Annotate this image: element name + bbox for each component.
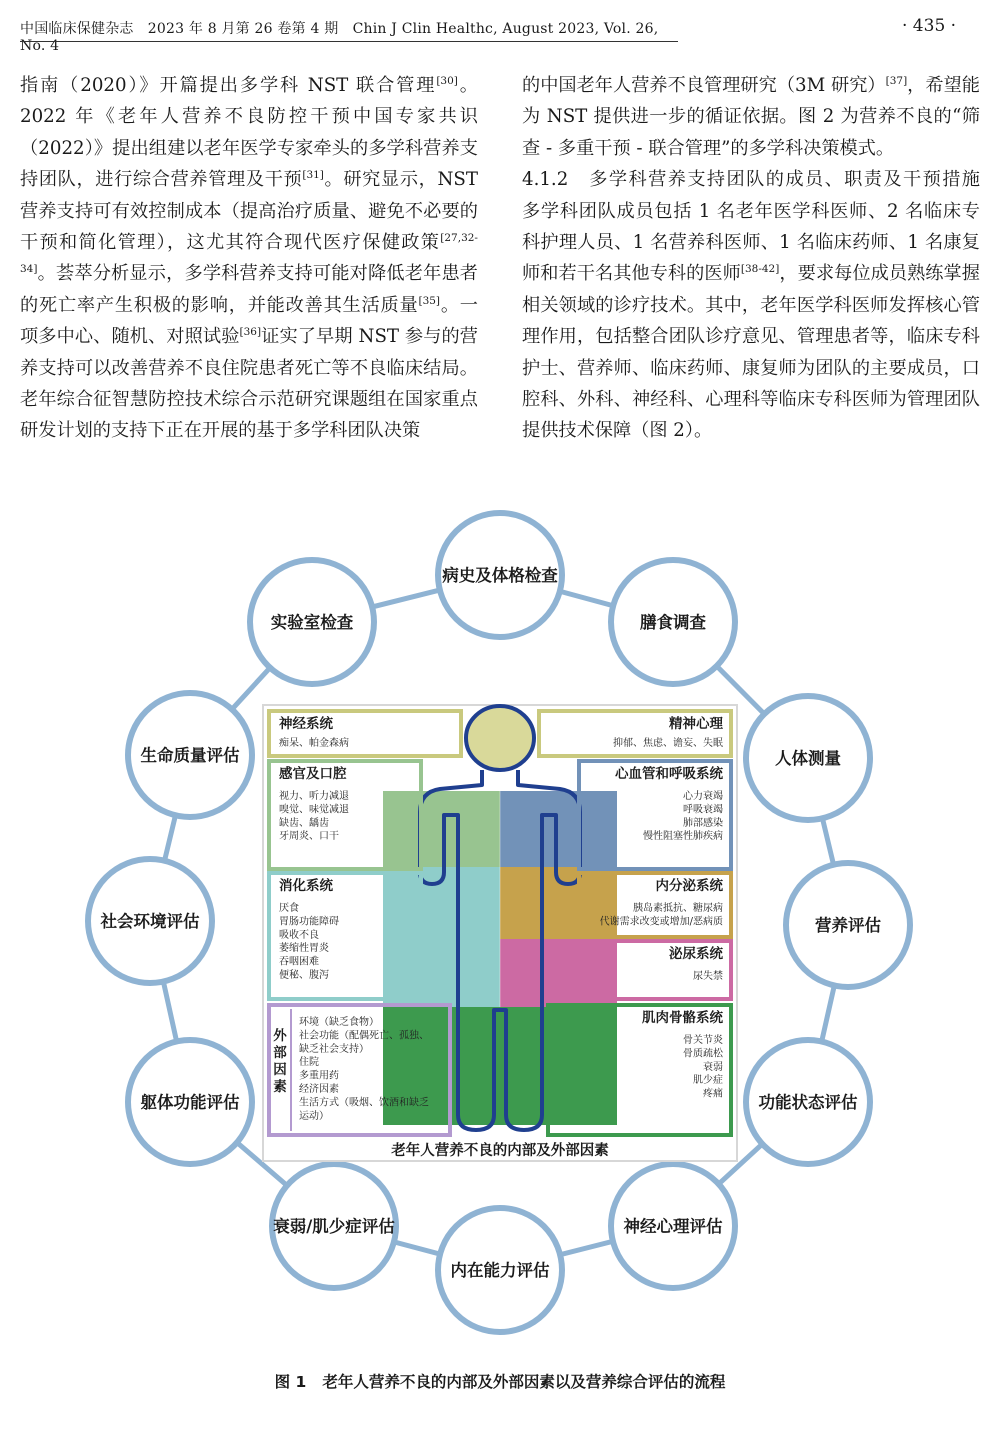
text-run: 4.1.2 多学科营养支持团队的成员、职责及干预措施 多学科团队成员包括 1 名老年医学科医师、2 名临床专科护理人员、1 名营养科医师、1 名临床药师、1 名康复师和若干名其他专科的医师 [522, 169, 999, 285]
factor-box-item: 胰岛素抵抗、糖尿病 [633, 903, 723, 914]
factor-box-item: 运动） [299, 1110, 329, 1122]
factor-box-title: 肌肉骨骼系统 [642, 1010, 723, 1026]
assessment-circle-label: 神经心理评估 [623, 1217, 723, 1236]
figure-diagram [0, 500, 1000, 1360]
citation-ref: [36] [239, 326, 262, 339]
paragraph [20, 70, 478, 447]
body-torso-right [500, 791, 617, 867]
text-run: ，希望能为 NST 提供进一步的循证依据。图 2 为营养不良的“筛查 - 多重干预 - 联合管理”的多学科决策模式。 [522, 75, 980, 159]
body-abdomen-left [383, 867, 500, 1007]
citation-ref: [37] [885, 74, 908, 87]
factor-box-item: 环境（缺乏食物） [299, 1017, 379, 1028]
factor-box-title: 内分泌系统 [655, 878, 723, 894]
factor-box-title: 精神心理 [669, 716, 723, 732]
figure-caption-text: 老年人营养不良的内部及外部因素以及营养综合评估的流程 [322, 1373, 726, 1391]
assessment-circle-label: 内在能力评估 [450, 1261, 550, 1280]
factor-box-item: 呼吸衰竭 [683, 804, 723, 816]
factor-box-item: 衰弱 [703, 1061, 723, 1073]
factor-box-item: 抑郁、焦虑、谵妄、失眠 [613, 738, 723, 749]
citation-ref: [31] [302, 169, 324, 182]
paragraph [522, 164, 999, 447]
text-run: 证实了早期 NST 参与的营养支持可以改善营养不良住院患者死亡等不良临床结局。老年综合征智慧防控技术综合示范研究课题组在国家重点研发计划的支持下正在开展的基于多学科团队决策 [20, 326, 478, 442]
figure-caption-label: 图 1 [274, 1373, 307, 1391]
factor-box-title: 神经系统 [279, 716, 333, 732]
factor-box-item: 骨质疏松 [683, 1048, 723, 1060]
citation-ref: [35] [418, 294, 441, 307]
factor-box-title: 感官及口腔 [279, 766, 347, 782]
factor-box-item: 疼痛 [703, 1088, 723, 1100]
text-run: 。一项多中心、随机、对照试验 [20, 294, 478, 348]
factor-box-item: 肺部感染 [683, 817, 723, 829]
text-run: 指南（2020）》开篇提出多学科 NST 联合管理 [20, 75, 437, 96]
factor-box-item: 牙周炎、口干 [279, 831, 339, 843]
text-run: 。荟萃分析显示，多学科营养支持可能对降低老年患者的死亡率产生积极的影响，并能改善其生活质量 [20, 263, 478, 316]
assessment-circle-label: 衰弱/肌少症评估 [273, 1217, 395, 1236]
right-column [522, 70, 999, 447]
assessment-circle-label: 实验室检查 [270, 613, 354, 632]
body-torso-left [383, 791, 500, 867]
factor-box-item: 缺齿、龋齿 [279, 817, 329, 829]
factor-box-item: 心力衰竭 [683, 791, 723, 802]
citation-ref: [38-42] [740, 263, 780, 276]
factor-box-item: 生活方式（吸烟、饮酒和缺乏 [299, 1097, 429, 1109]
factor-box-item: 便秘、腹泻 [279, 970, 329, 981]
assessment-circle-label: 人体测量 [775, 749, 841, 768]
factor-box-item: 缺乏社会支持） [299, 1043, 369, 1055]
text-run: 的中国老年人营养不良管理研究（3M 研究） [522, 75, 886, 96]
factor-box-item: 视力、听力减退 [279, 791, 349, 802]
factors-panel-title: 老年人营养不良的内部及外部因素 [391, 1142, 609, 1159]
factor-box-title: 心血管和呼吸系统 [615, 766, 723, 782]
factor-box-item: 经济因素 [299, 1084, 339, 1095]
factor-box-item: 胃肠功能障碍 [279, 916, 339, 928]
assessment-circle-label: 社会环境评估 [100, 912, 200, 931]
assessment-circle-label: 膳食调查 [640, 613, 706, 632]
assessment-circle-label: 功能状态评估 [758, 1093, 858, 1112]
assessment-circle-label: 营养评估 [815, 916, 881, 935]
running-header: 中国临床保健杂志 2023 年 8 月第 26 卷第 4 期 Chin J Clin Healthc, August 2023, Vol. 26, No. 4 [20, 21, 659, 54]
assessment-circle-label: 躯体功能评估 [140, 1093, 240, 1112]
paragraph [522, 70, 980, 164]
assessment-circle-label: 病史及体格检查 [442, 566, 558, 585]
text-run: ，要求每位成员熟练掌握相关领域的诊疗技术。其中，老年医学科医师发挥核心管理作用，包括整合团队诊疗意见、管理患者等，临床专科护士、营养师、临床药师、康复师为团队的主要成员，口腔科、外科、神经科、心理科等临床专科医师为管理团队提供技术保障（图 2）。 [522, 263, 980, 442]
factor-box-item: 萎缩性胃炎 [279, 943, 329, 955]
body-head [466, 706, 534, 770]
page-number: · 435 · [902, 16, 957, 36]
text-run: 。研究显示，NST 营养支持可有效控制成本（提高治疗质量、避免不必要的干预和简化管理），这尤其符合现代医疗保健政策 [20, 169, 478, 254]
factor-box-item: 厌食 [279, 903, 299, 914]
factor-box-item: 社会功能（配偶死亡、孤独、 [299, 1030, 429, 1042]
factor-box-item: 痴呆、帕金森病 [279, 738, 349, 749]
factor-box-item: 尿失禁 [693, 971, 723, 982]
factor-box-item: 多重用药 [299, 1070, 339, 1082]
citation-ref: [27,32-34] [20, 231, 478, 276]
citation-ref: [30] [436, 74, 458, 87]
factor-box-item: 吸收不良 [279, 929, 319, 941]
header-rule [20, 41, 678, 42]
figure-caption [0, 1370, 1000, 1392]
factor-box-item: 骨关节炎 [683, 1035, 723, 1046]
factor-box-item: 住院 [299, 1057, 319, 1069]
assessment-circle-label: 生命质量评估 [140, 746, 240, 765]
factor-box-item: 吞咽困难 [279, 956, 319, 968]
factor-box-item: 慢性阻塞性肺疾病 [643, 831, 723, 843]
factor-box-title: 消化系统 [279, 878, 333, 894]
factor-box-item: 嗅觉、味觉减退 [279, 804, 349, 816]
left-column [20, 70, 478, 447]
factor-box-title: 泌尿系统 [669, 946, 723, 962]
body-abdomen-right-lower [500, 939, 617, 1007]
figure-1 [0, 500, 1000, 1400]
factor-box-item: 代谢需求改变或增加/恶病质 [599, 916, 723, 928]
factor-box-item: 肌少症 [693, 1075, 723, 1087]
text-run: 。2022 年《老年人营养不良防控干预中国专家共识（2022）》提出组建以老年医学专家牵头的多学科营养支持团队，进行综合营养管理及干预 [20, 75, 478, 191]
factor-box-title: 外部因素 [273, 1028, 287, 1095]
